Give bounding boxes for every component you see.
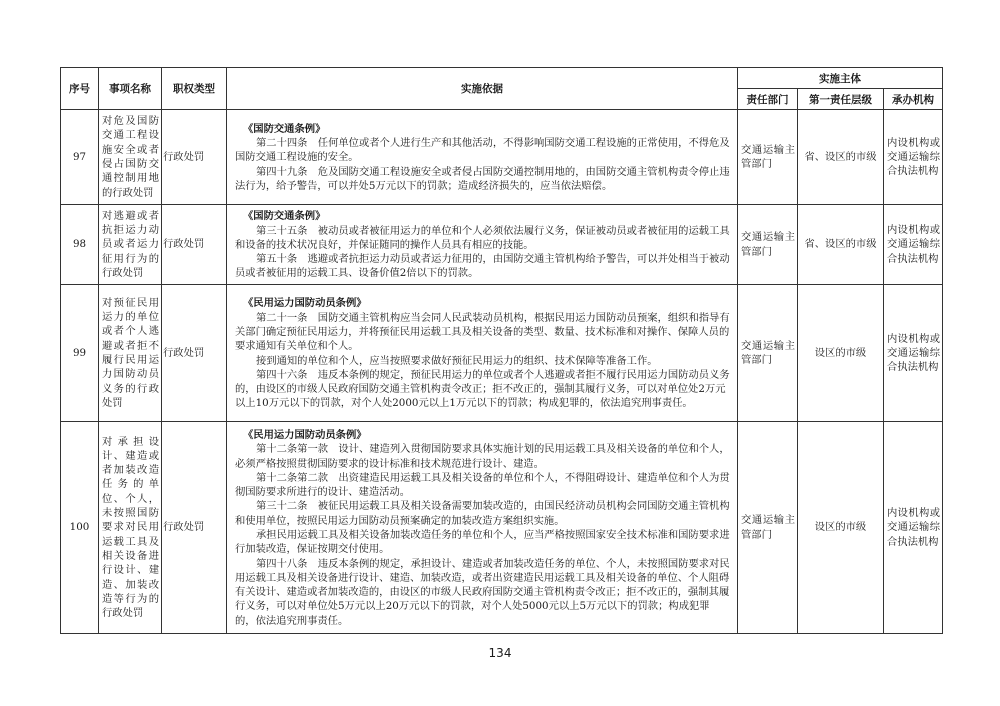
row-number: 98 xyxy=(61,205,99,285)
article-text: 第十二条第二款 出资建造民用运载工具及相关设备的单位和个人，不得阻碍设计、建造单位和个人为贯彻国防要求所进行的设计、建造活动。 xyxy=(235,471,730,499)
responsibility-level: 设区的市级 xyxy=(798,422,884,634)
item-name: 对逃避或者抗拒运力动员或者运力征用行为的行政处罚 xyxy=(99,205,162,285)
article-text: 承担民用运载工具及相关设备加装改造任务的单位和个人，应当严格按照国家安全技术标准和国防要求进行加装改造，保证按期交付使用。 xyxy=(235,529,730,556)
article-text: 接到通知的单位和个人，应当按照要求做好预征民用运力的组织、技术保障等准备工作。 xyxy=(256,354,658,367)
responsibility-level: 省、设区的市级 xyxy=(798,205,884,285)
law-title: 《民用运力国防动员条例》 xyxy=(243,428,367,441)
responsibility-level: 省、设区的市级 xyxy=(798,110,884,205)
header-name: 事项名称 xyxy=(99,68,162,110)
legal-basis xyxy=(227,110,738,205)
header-type: 职权类型 xyxy=(162,68,227,110)
item-name: 对预征民用运力的单位或者个人逃避或者拒不履行民用运力国防动员义务的行政处罚 xyxy=(99,285,162,422)
handling-org: 内设机构或交通运输综合执法机构 xyxy=(884,422,943,634)
authority-type: 行政处罚 xyxy=(162,285,227,422)
authority-type: 行政处罚 xyxy=(162,110,227,205)
table-row xyxy=(61,422,943,634)
law-title: 《民用运力国防动员条例》 xyxy=(243,297,367,310)
authority-type: 行政处罚 xyxy=(162,205,227,285)
article-text: 第三十五条 被动员或者被征用运力的单位和个人必须依法履行义务，保证被动员或者被征用的运载工具和设备的技术状况良好，并保证随同的操作人员具有相应的技能。 xyxy=(235,224,730,251)
law-title: 《国防交通条例》 xyxy=(243,122,326,135)
header-dept: 责任部门 xyxy=(738,89,798,110)
row-number: 97 xyxy=(61,110,99,205)
handling-org: 内设机构或交通运输综合执法机构 xyxy=(884,205,943,285)
article-text: 第三十二条 被征民用运载工具及相关设备需要加装改造的，由国民经济动员机构会同国防交通主管机构和使用单位，按照民用运力国防动员预案确定的加装改造方案组织实施。 xyxy=(235,500,730,527)
header-subject: 实施主体 xyxy=(738,68,943,89)
article-text: 第二十四条 任何单位或者个人进行生产和其他活动，不得影响国防交通工程设施的正常使用，不得危及国防交通工程设施的安全。 xyxy=(235,137,730,164)
legal-basis xyxy=(227,285,738,422)
article-text: 第四十九条 危及国防交通工程设施安全或者侵占国防交通控制用地的，由国防交通主管机构责令停止违法行为，给予警告，可以并处5万元以下的罚款；造成经济损失的，应当依法赔偿。 xyxy=(235,165,730,192)
law-title: 《国防交通条例》 xyxy=(243,210,326,223)
responsible-dept: 交通运输主管部门 xyxy=(738,110,798,205)
table-row xyxy=(61,205,943,285)
authority-type: 行政处罚 xyxy=(162,422,227,634)
enforcement-table xyxy=(60,67,943,634)
item-name: 对危及国防交通工程设施安全或者侵占国防交通控制用地的行政处罚 xyxy=(99,110,162,205)
page-number: 134 xyxy=(488,646,512,660)
article-text: 第四十八条 违反本条例的规定，承担设计、建造或者加装改造任务的单位、个人，未按照国防要求对民用运载工具及相关设备进行设计、建造、加装改造，或者出资建造民用运载工具及相关设备的单位、个人阻碍有关设计、建造或者加装改造的，由设区的市级人民政府国防交通主管机构责令改正；拒不改正的，强制其履行义务，可以对单位处5万元以上20万元以下的罚款，对个人处5000元以上5万元以下的罚款；构成犯罪的，依法追究刑事责任。 xyxy=(235,557,730,627)
handling-org: 内设机构或交通运输综合执法机构 xyxy=(884,285,943,422)
handling-org: 内设机构或交通运输综合执法机构 xyxy=(884,110,943,205)
row-number: 100 xyxy=(61,422,99,634)
item-name: 对承担设计、建造或者加装改造任务的单位、个人，未按照国防要求对民用运载工具及相关设备进行设计、建造、加装改造等行为的行政处罚 xyxy=(99,422,162,634)
article-text: 第五十条 逃避或者抗拒运力动员或者运力征用的，由国防交通主管机构给予警告，可以并处相当于被动员或者被征用的运载工具、设备价值2倍以下的罚款。 xyxy=(235,253,730,280)
header-level: 第一责任层级 xyxy=(798,89,884,110)
legal-basis xyxy=(227,205,738,285)
responsible-dept: 交通运输主管部门 xyxy=(738,422,798,634)
table-row xyxy=(61,110,943,205)
header-no: 序号 xyxy=(61,68,99,110)
legal-basis xyxy=(227,422,738,634)
article-text: 第四十六条 违反本条例的规定，预征民用运力的单位或者个人逃避或者拒不履行民用运力国防动员义务的，由设区的市级人民政府国防交通主管机构责令改正；拒不改正的，强制其履行义务，可以对单位处2万元以上10万元以下的罚款，对个人处2000元以上1万元以下的罚款；构成犯罪的，依法追究刑事责任。 xyxy=(235,368,730,410)
article-text: 第十二条第一款 设计、建造列入贯彻国防要求具体实施计划的民用运载工具及相关设备的单位和个人，必须严格按照贯彻国防要求的设计标准和技术规范进行设计、建造。 xyxy=(235,443,730,470)
responsible-dept: 交通运输主管部门 xyxy=(738,205,798,285)
responsibility-level: 设区的市级 xyxy=(798,285,884,422)
responsible-dept: 交通运输主管部门 xyxy=(738,285,798,422)
table-row xyxy=(61,285,943,422)
article-text: 第二十一条 国防交通主管机构应当会同人民武装动员机构，根据民用运力国防动员预案，组织和指导有关部门确定预征民用运力，并将预征民用运载工具及相关设备的类型、数量、技术标准和对操作、保障人员的要求通知有关单位和个人。 xyxy=(235,311,730,353)
header-basis: 实施依据 xyxy=(227,68,738,110)
row-number: 99 xyxy=(61,285,99,422)
header-org: 承办机构 xyxy=(884,89,943,110)
